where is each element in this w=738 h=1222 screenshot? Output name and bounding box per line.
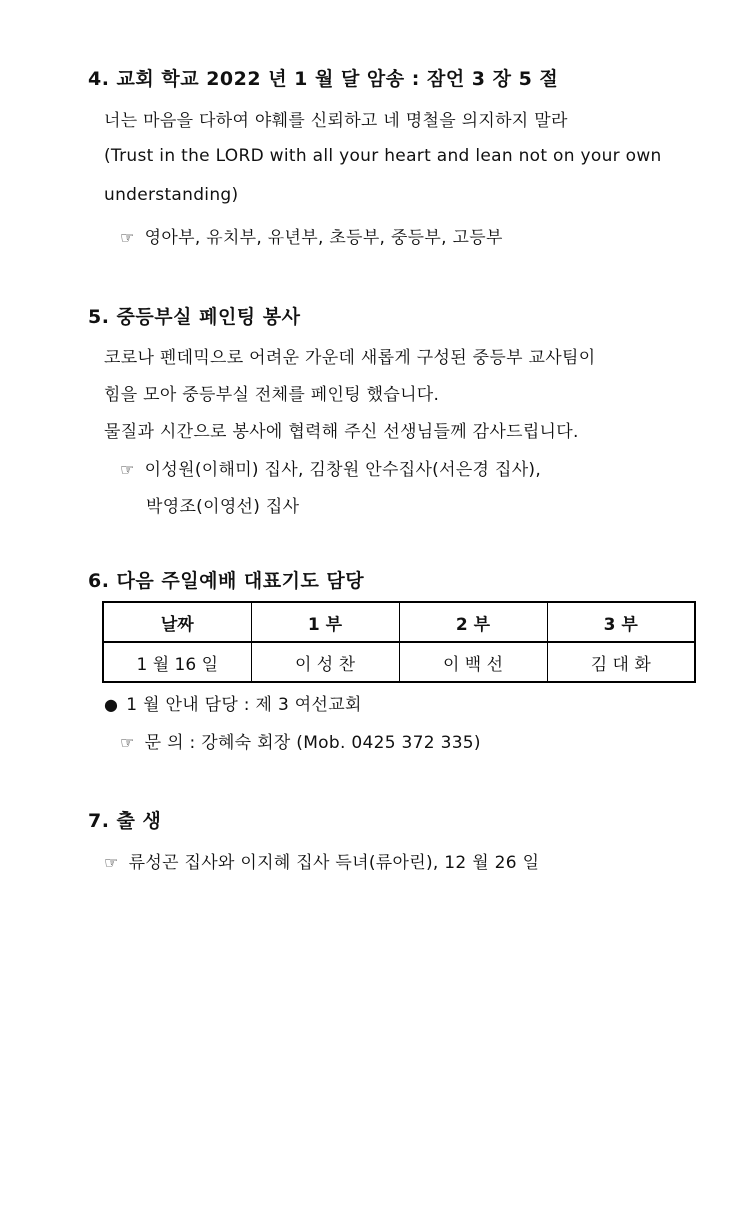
memory-verse-english-line2: understanding) xyxy=(104,185,239,205)
painting-text-line3: 물질과 시간으로 봉사에 협력해 주신 선생님들께 감사드립니다. xyxy=(104,422,579,442)
contact-line xyxy=(120,728,481,753)
section-4-heading: 4. 교회 학교 2022 년 1 월 달 암송 : 잠언 3 장 5 절 xyxy=(88,68,559,90)
prayer-schedule-table xyxy=(102,601,696,683)
table-header-service2: 2 부 xyxy=(399,602,547,642)
birth-text: 류성곤 집사와 이지혜 집사 득녀(류아린), 12 월 26 일 xyxy=(128,853,540,873)
departments-text: 영아부, 유치부, 유년부, 초등부, 중등부, 고등부 xyxy=(144,228,503,248)
section-6-heading: 6. 다음 주일예배 대표기도 담당 xyxy=(88,570,365,592)
volunteers-line1 xyxy=(120,455,541,480)
pointing-hand-icon: ☞ xyxy=(120,733,135,752)
table-cell-service3: 김 대 화 xyxy=(547,642,695,682)
table-header-service1: 1 부 xyxy=(251,602,399,642)
painting-text-line2: 힘을 모아 중등부실 전체를 페인팅 했습니다. xyxy=(104,385,440,405)
section-7-heading: 7. 출 생 xyxy=(88,810,162,832)
pointing-hand-icon: ☞ xyxy=(120,228,135,247)
guide-text: 1 월 안내 담당 : 제 3 여선교회 xyxy=(126,695,362,715)
departments-line xyxy=(120,223,503,248)
table-cell-service1: 이 성 찬 xyxy=(251,642,399,682)
painting-text-line1: 코로나 펜데믹으로 어려운 가운데 새롭게 구성된 중등부 교사팀이 xyxy=(104,348,596,368)
volunteers-text1: 이성원(이해미) 집사, 김창원 안수집사(서은경 집사), xyxy=(144,460,542,480)
birth-line xyxy=(104,848,539,873)
volunteers-line2: 박영조(이영선) 집사 xyxy=(146,497,300,517)
table-header-service3: 3 부 xyxy=(547,602,695,642)
contact-text: 문 의 : 강혜숙 회장 (Mob. 0425 372 335) xyxy=(144,733,481,753)
table-header-row xyxy=(103,602,695,642)
pointing-hand-icon: ☞ xyxy=(104,853,119,872)
section-5-heading: 5. 중등부실 페인팅 봉사 xyxy=(88,306,301,328)
memory-verse-korean: 너는 마음을 다하여 야훼를 신뢰하고 네 명철을 의지하지 말라 xyxy=(104,111,568,131)
table-cell-date: 1 월 16 일 xyxy=(103,642,251,682)
bullet-icon: ● xyxy=(104,695,119,714)
table-cell-service2: 이 백 선 xyxy=(399,642,547,682)
guide-line xyxy=(104,690,362,715)
table-row xyxy=(103,642,695,682)
table-header-date: 날짜 xyxy=(103,602,251,642)
pointing-hand-icon: ☞ xyxy=(120,460,135,479)
memory-verse-english-line1: (Trust in the LORD with all your heart and lean not on your own xyxy=(104,146,662,166)
